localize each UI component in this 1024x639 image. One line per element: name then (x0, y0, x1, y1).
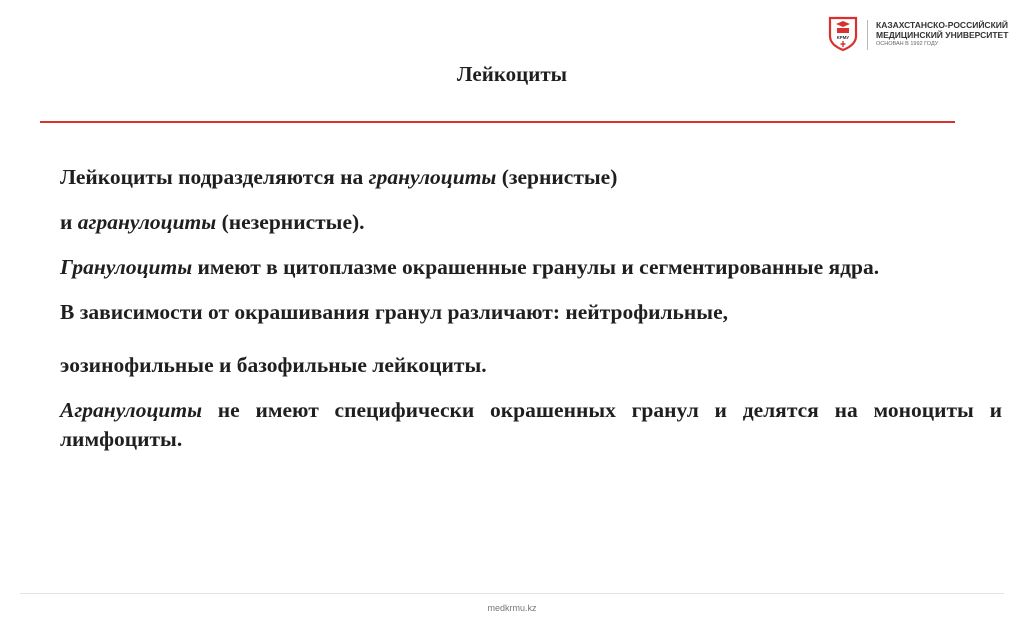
paragraph-types: эозинофильные и базофильные лейкоциты. (60, 353, 487, 377)
p1-term-granulocytes: гранулоциты (368, 165, 497, 189)
slide-content (60, 163, 1002, 478)
p1-text-c: (зернистые) (496, 165, 618, 189)
p6-text: не имеют специфически окрашенных гранул и делятся на моноциты и лимфоциты. (60, 398, 1002, 451)
paragraph-staining: В зависимости от окрашивания гранул различают: нейтрофильные, (60, 300, 729, 324)
p3-term-granulocytes: Гранулоциты (60, 255, 193, 279)
paragraph-agranulocytes (60, 396, 1002, 454)
emblem-label: КРМУ (836, 35, 850, 40)
logo-founded: ОСНОВАН В 1992 ГОДУ (876, 41, 939, 47)
logo-divider (867, 20, 868, 50)
p6-term-agranulocytes: Агранулоциты (60, 398, 203, 422)
p1-text-a: Лейкоциты подразделяются на (60, 165, 369, 189)
p2-text-a: и (60, 210, 78, 234)
logo-text (876, 20, 1008, 49)
university-shield-icon (828, 16, 858, 52)
footer-divider (20, 593, 1004, 594)
paragraph-classification (60, 163, 1002, 192)
p3-text: имеют в цитоплазме окрашенные гранулы и сегментированные ядра. (192, 255, 880, 279)
p2-text-c: (незернистые). (216, 210, 365, 234)
slide-title: Лейкоциты (456, 62, 568, 86)
title-divider (40, 121, 955, 123)
university-logo (828, 16, 1018, 60)
logo-name-line2: МЕДИЦИНСКИЙ УНИВЕРСИТЕТ (876, 30, 1009, 40)
paragraph-agranulocytes-intro (60, 208, 1002, 237)
footer-site: medkrmu.kz (487, 603, 537, 613)
p2-term-agranulocytes: агранулоциты (77, 210, 217, 234)
paragraph-granulocytes (60, 253, 1002, 282)
logo-name-line1: КАЗАХСТАНСКО-РОССИЙСКИЙ (876, 20, 1008, 30)
